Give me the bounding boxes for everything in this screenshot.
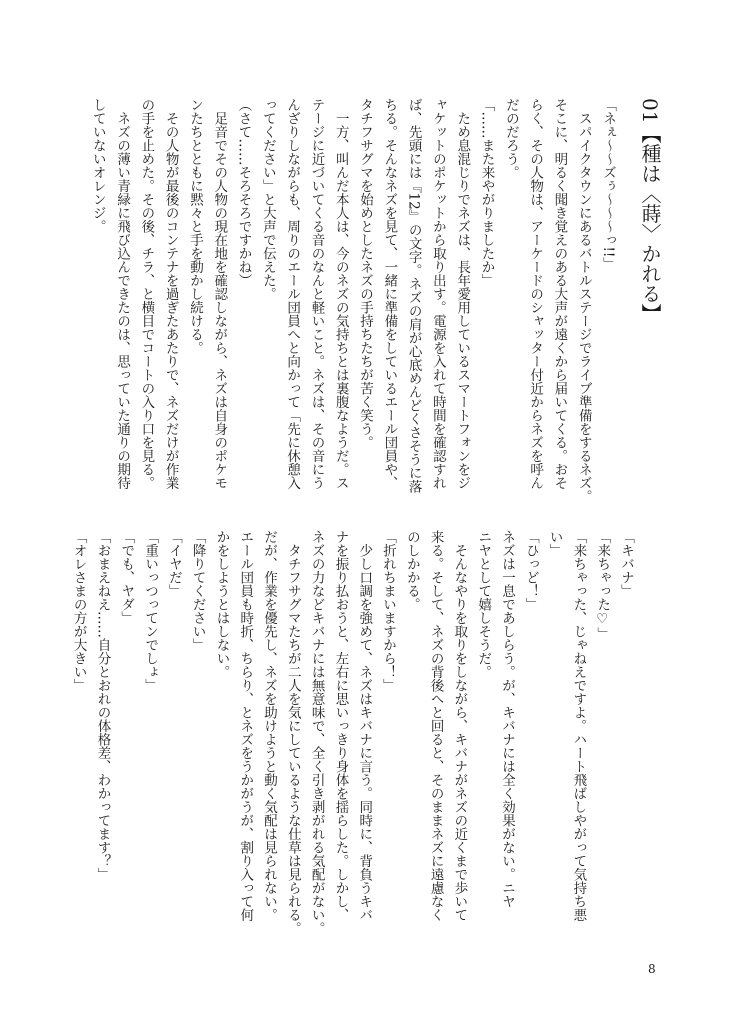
text-line: 足音でその人物の現在地を確認しながら、ネズは自身のポケモ (211, 98, 228, 490)
text-line: ンたちとともに黙々と手を動かし続ける。 (186, 98, 203, 355)
text-line: そこに、明るく聞き覚えのある大声が遠くから届いてくる。おそ (551, 98, 568, 490)
text-line: ちる。そんなネズを見て、一緒に準備をしているエール団員や、 (381, 98, 398, 490)
text-line: んざりしながらも、周りのエール団員へと向かって「先に休憩入 (284, 98, 301, 490)
text-line: テージに近づいてくる音のなんと軽いこと。ネズは、その音にう (308, 98, 325, 490)
text-line: ネズは一息であしらう。が、キバナには全く効果がない。ニヤ (499, 530, 516, 908)
text-block-bottom (66, 530, 637, 954)
text-block-top (85, 98, 620, 524)
text-line: （さて……そろそろですかね） (235, 98, 252, 287)
text-line: 「来ちゃった、じゃねえですよ。ハート飛ばしやがって気持ち悪 (570, 530, 587, 922)
text-line: だのだろう。 (502, 98, 519, 179)
text-line: 「ひっど！」 (522, 530, 539, 611)
page-number: 8 (648, 962, 656, 976)
text-line: 「オレさまの方が大きい」 (70, 530, 87, 692)
text-line: ネズの力などキバナには無意味で、全く引き剥がれる気配がない。 (308, 530, 325, 935)
text-line: 「来ちゃった♡」 (594, 530, 611, 641)
text-line: ば、先頭には『12』の文字。ネズの肩が心底めんどくさそうに落 (405, 98, 422, 494)
chapter-title: 01【種は〈蒔〉かれる】 (638, 98, 662, 324)
text-line: エール団員も時折、ちらり、とネズをうかがうが、割り入って何 (237, 530, 254, 922)
text-line: い」 (546, 530, 563, 557)
text-line: 一方、叫んだ本人は、今のネズの気持ちとは裏腹なようだ。ス (332, 98, 349, 490)
text-line: のしかかる。 (403, 530, 420, 611)
text-line: らく、その人物は、アーケードのシャッター付近からネズを呼ん (527, 98, 544, 490)
text-line: 「折れちまいますから！」 (380, 530, 397, 692)
text-line: ってください」と大声で伝えた。 (259, 98, 276, 301)
text-line: かをしようとはしない。 (213, 530, 230, 679)
text-line: タチフサグマを始めとしたネズの手持ちたちが苦く笑う。 (357, 98, 374, 449)
text-line: 「キバナ」 (618, 530, 634, 598)
text-line: 「でも、ヤダ」 (118, 530, 135, 625)
text-line: タチフサグマたちが二人を気にしているような仕草は見られる。 (284, 530, 301, 935)
text-line: そんなやりを取りをしながら、キバナがネズの近くまで歩いて (451, 530, 468, 922)
text-line: していないオレンジ。 (89, 98, 106, 233)
text-line: ャケットのポケットから取り出す。電源を入れて時間を確認すれ (429, 98, 446, 490)
text-line: ため息混じりでネズは、長年愛用しているスマートフォンをジ (454, 98, 471, 490)
text-line: だが、作業を優先し、ネズを助けようと動く気配は見られない。 (261, 530, 278, 922)
text-line: 少し口調を強めて、ネズはキバナに言う。同時に、背負うキバ (356, 530, 373, 922)
text-line: 「ネぇ〜〜ズぅ〜〜〜っ!!」 (600, 98, 616, 271)
text-line: の手を止めた。その後、チラ、と横目でコートの入り口を見る。 (138, 98, 155, 490)
text-line: 来る。そして、ネズの背後へと回ると、そのままネズに遠慮なく (427, 530, 444, 922)
text-line: ニヤとして嬉しそうだ。 (475, 530, 492, 679)
text-line: ナを振り払おうと、左右に思いっきり身体を揺らした。しかし、 (332, 530, 349, 922)
text-line: ネズの薄い青緑に飛び込んできたのは、思っていた通りの期待 (114, 98, 131, 490)
text-line: 「……また来やがりましたか」 (478, 98, 495, 287)
text-line: その人物が最後のコンテナを過ぎたあたりで、ネズだけが作業 (162, 98, 179, 490)
text-line: 「おまえねえ……自分とおれの体格差、わかってます？」 (94, 530, 111, 881)
text-line: 「重いっつってンでしょ」 (142, 530, 159, 692)
text-line: 「イヤだ」 (165, 530, 182, 598)
text-line: スパイクタウンにあるバトルステージでライブ準備をするネズ。 (575, 98, 592, 503)
text-line: 「降りてください」 (189, 530, 206, 652)
